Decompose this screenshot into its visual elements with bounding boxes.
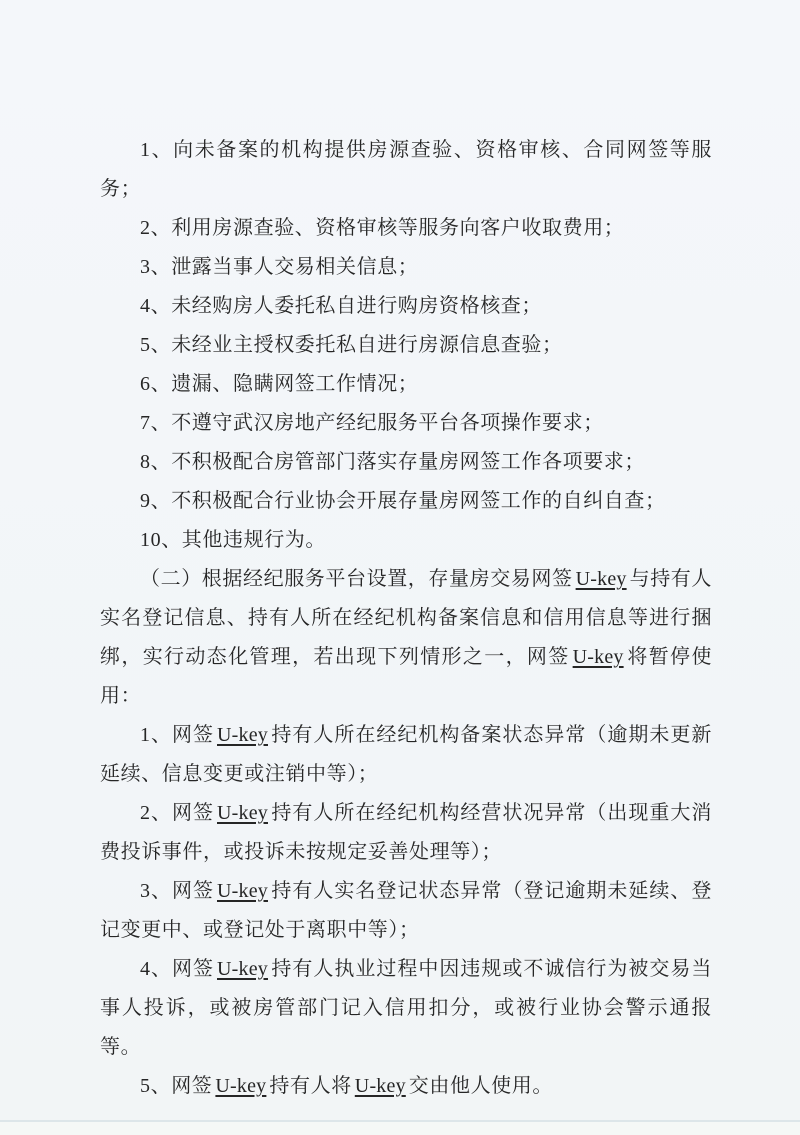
ukey-underlined-text: U-key xyxy=(217,724,268,746)
paragraph-text: 5、网签 xyxy=(140,1075,213,1097)
doc-paragraph-10 xyxy=(100,521,712,560)
ukey-underlined-text: U-key xyxy=(575,568,627,590)
ukey-underlined-text: U-key xyxy=(217,802,268,824)
doc-paragraph-14 xyxy=(100,872,712,950)
doc-paragraph-2 xyxy=(100,209,712,248)
paragraph-text: 4、未经购房人委托私自进行购房资格核查； xyxy=(140,295,542,317)
doc-paragraph-7 xyxy=(100,404,712,443)
paragraph-text: 1、向未备案的机构提供房源查验、资格审核、合同网签等服务； xyxy=(100,139,712,200)
paragraph-text: 5、未经业主授权委托私自进行房源信息查验； xyxy=(140,334,563,356)
ukey-underlined-text: U-key xyxy=(217,880,268,902)
paragraph-text: 持有人所在经纪机构经营状况异常（出现重大消费投诉事件，或投诉未按规定妥善处理等）； xyxy=(100,802,712,863)
doc-paragraph-12 xyxy=(100,716,712,794)
paragraph-text: 10、其他违规行为。 xyxy=(140,529,326,551)
ukey-underlined-text: U-key xyxy=(354,1075,406,1097)
scan-bottom-margin xyxy=(0,1122,800,1135)
doc-paragraph-6 xyxy=(100,365,712,404)
paragraph-text: 持有人将 xyxy=(269,1075,352,1097)
paragraph-text: 4、网签 xyxy=(140,958,214,980)
paragraph-text: 将暂停使用： xyxy=(100,646,712,707)
paragraph-text: 与持有人实名登记信息、持有人所在经纪机构备案信息和信用信息等进行捆绑，实行动态化管理，若出现下列情形之一，网签 xyxy=(100,568,712,668)
ukey-underlined-text: U-key xyxy=(217,958,268,980)
paragraph-text: 2、网签 xyxy=(140,802,214,824)
paragraph-text: 持有人所在经纪机构备案状态异常（逾期未更新延续、信息变更或注销中等）； xyxy=(100,724,712,785)
doc-paragraph-8 xyxy=(100,443,712,482)
paragraph-text: 3、网签 xyxy=(140,880,214,902)
paragraph-text: （二）根据经纪服务平台设置，存量房交易网签 xyxy=(140,568,573,590)
ukey-underlined-text: U-key xyxy=(572,646,624,668)
paragraph-text: 持有人实名登记状态异常（登记逾期未延续、登记变更中、或登记处于离职中等）； xyxy=(100,880,712,941)
doc-paragraph-13 xyxy=(100,794,712,872)
doc-paragraph-4 xyxy=(100,287,712,326)
doc-paragraph-9 xyxy=(100,482,712,521)
doc-paragraph-16 xyxy=(100,1067,712,1106)
paragraph-text: 持有人执业过程中因违规或不诚信行为被交易当事人投诉，或被房管部门记入信用扣分，或被行业协会警示通报等。 xyxy=(100,958,712,1058)
document-body xyxy=(100,131,712,1106)
doc-paragraph-11 xyxy=(100,560,712,716)
paragraph-text: 1、网签 xyxy=(140,724,214,746)
doc-paragraph-5 xyxy=(100,326,712,365)
doc-paragraph-3 xyxy=(100,248,712,287)
doc-paragraph-1 xyxy=(100,131,712,209)
paragraph-text: 交由他人使用。 xyxy=(408,1075,553,1097)
paragraph-text: 9、不积极配合行业协会开展存量房网签工作的自纠自查； xyxy=(140,490,666,512)
paragraph-text: 7、不遵守武汉房地产经纪服务平台各项操作要求； xyxy=(140,412,604,434)
paragraph-text: 3、泄露当事人交易相关信息； xyxy=(140,256,419,278)
doc-paragraph-15 xyxy=(100,950,712,1067)
ukey-underlined-text: U-key xyxy=(215,1075,267,1097)
paragraph-text: 8、不积极配合房管部门落实存量房网签工作各项要求； xyxy=(140,451,645,473)
paragraph-text: 2、利用房源查验、资格审核等服务向客户收取费用； xyxy=(140,217,625,239)
paragraph-text: 6、遗漏、隐瞒网签工作情况； xyxy=(140,373,419,395)
